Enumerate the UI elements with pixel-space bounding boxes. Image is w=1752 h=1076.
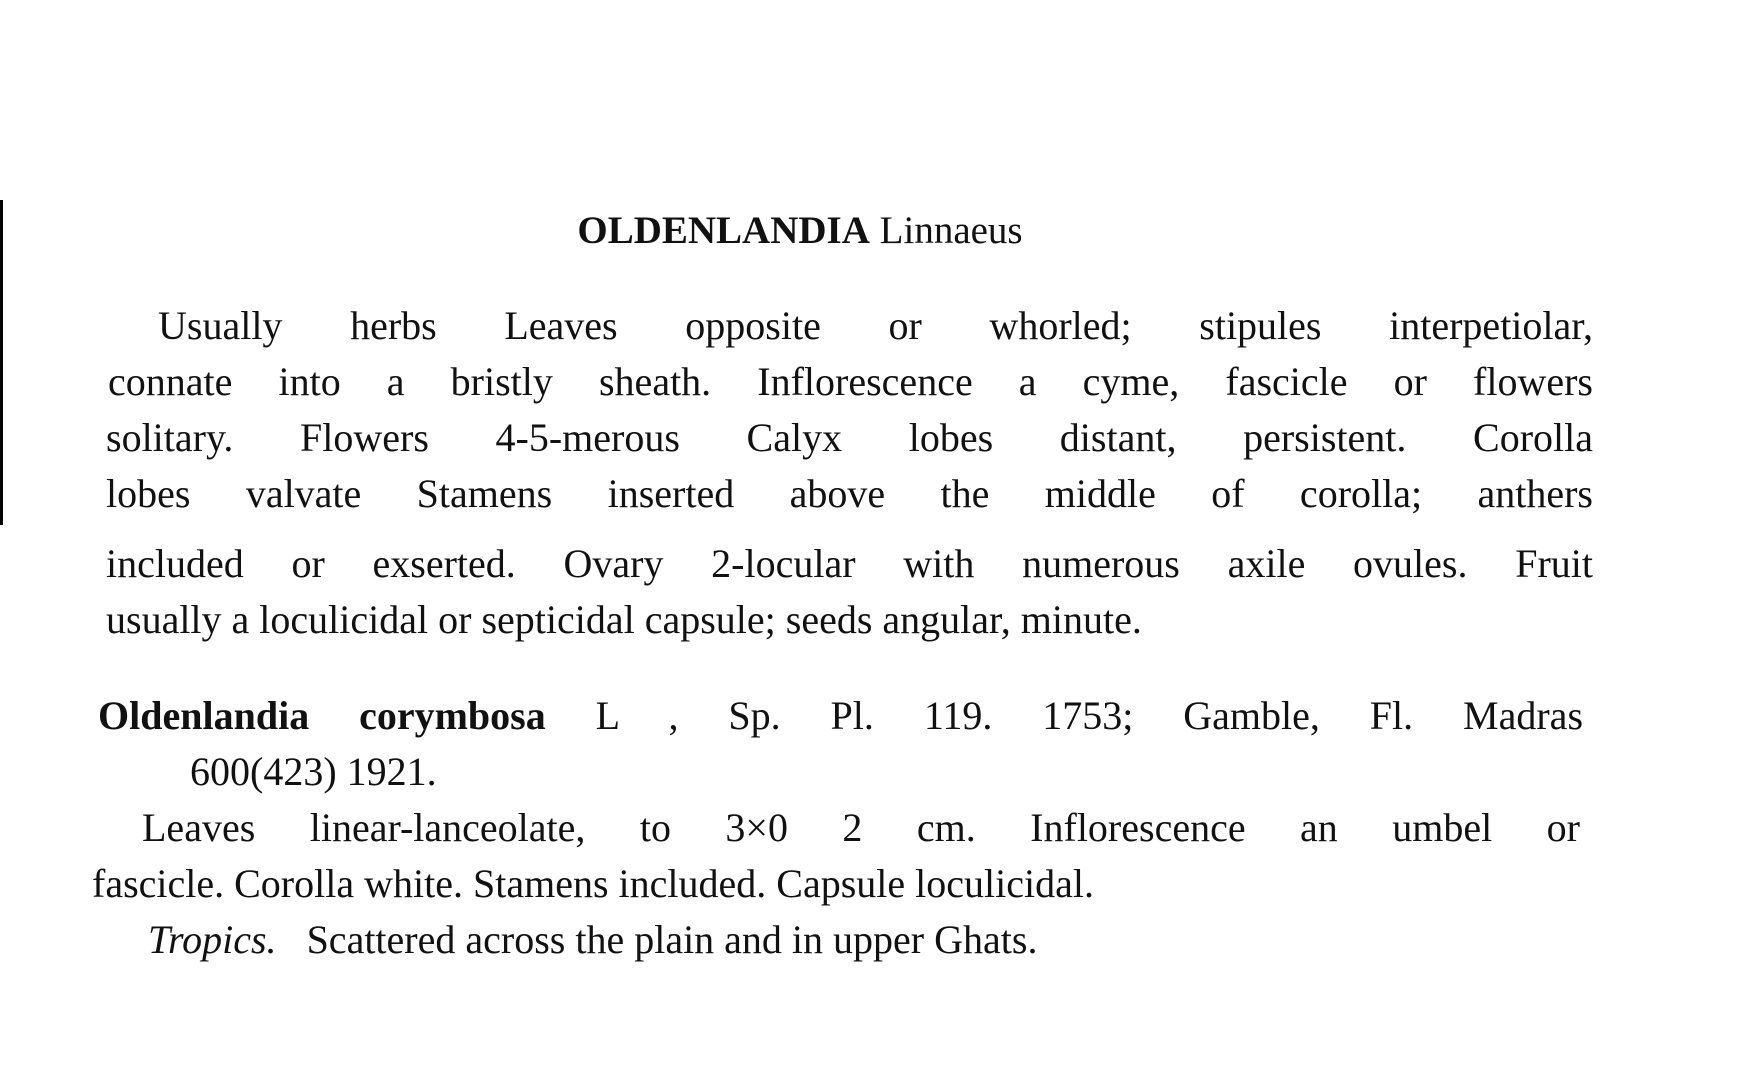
- distribution-label: Tropics.: [148, 917, 277, 962]
- genus-description-line: usually a loculicidal or septicidal capsule; seeds angular, minute.: [106, 597, 1142, 642]
- distribution-text: Scattered across the plain and in upper Ghats.: [306, 917, 1038, 962]
- species-heading-line: [98, 692, 1583, 739]
- species-distribution-line: [148, 916, 1037, 963]
- genus-description-line: lobes valvate Stamens inserted above the middle of corolla; anthers: [106, 471, 1593, 516]
- genus-description-line: solitary. Flowers 4-5-merous Calyx lobes distant, persistent. Corolla: [106, 415, 1593, 460]
- species-description-line: Leaves linear-lanceolate, to 3×0 2 cm. Inflorescence an umbel or: [142, 805, 1580, 850]
- genus-description-line: connate into a bristly sheath. Inflorescence a cyme, fascicle or flowers: [108, 359, 1593, 404]
- genus-name: OLDENLANDIA: [577, 209, 870, 252]
- species-description-line: fascicle. Corolla white. Stamens included. Capsule loculicidal.: [92, 861, 1094, 906]
- genus-description-line: included or exserted. Ovary 2-locular with numerous axile ovules. Fruit: [106, 541, 1593, 586]
- species-name: Oldenlandia corymbosa: [98, 693, 546, 738]
- species-citation: L , Sp. Pl. 119. 1753; Gamble, Fl. Madras: [595, 693, 1584, 738]
- species-citation-continued: 600(423) 1921.: [190, 749, 437, 794]
- genus-description-line: Usually herbs Leaves opposite or whorled; stipules interpetiolar,: [158, 303, 1593, 348]
- genus-author: Linnaeus: [879, 209, 1023, 252]
- genus-heading: [0, 208, 1300, 253]
